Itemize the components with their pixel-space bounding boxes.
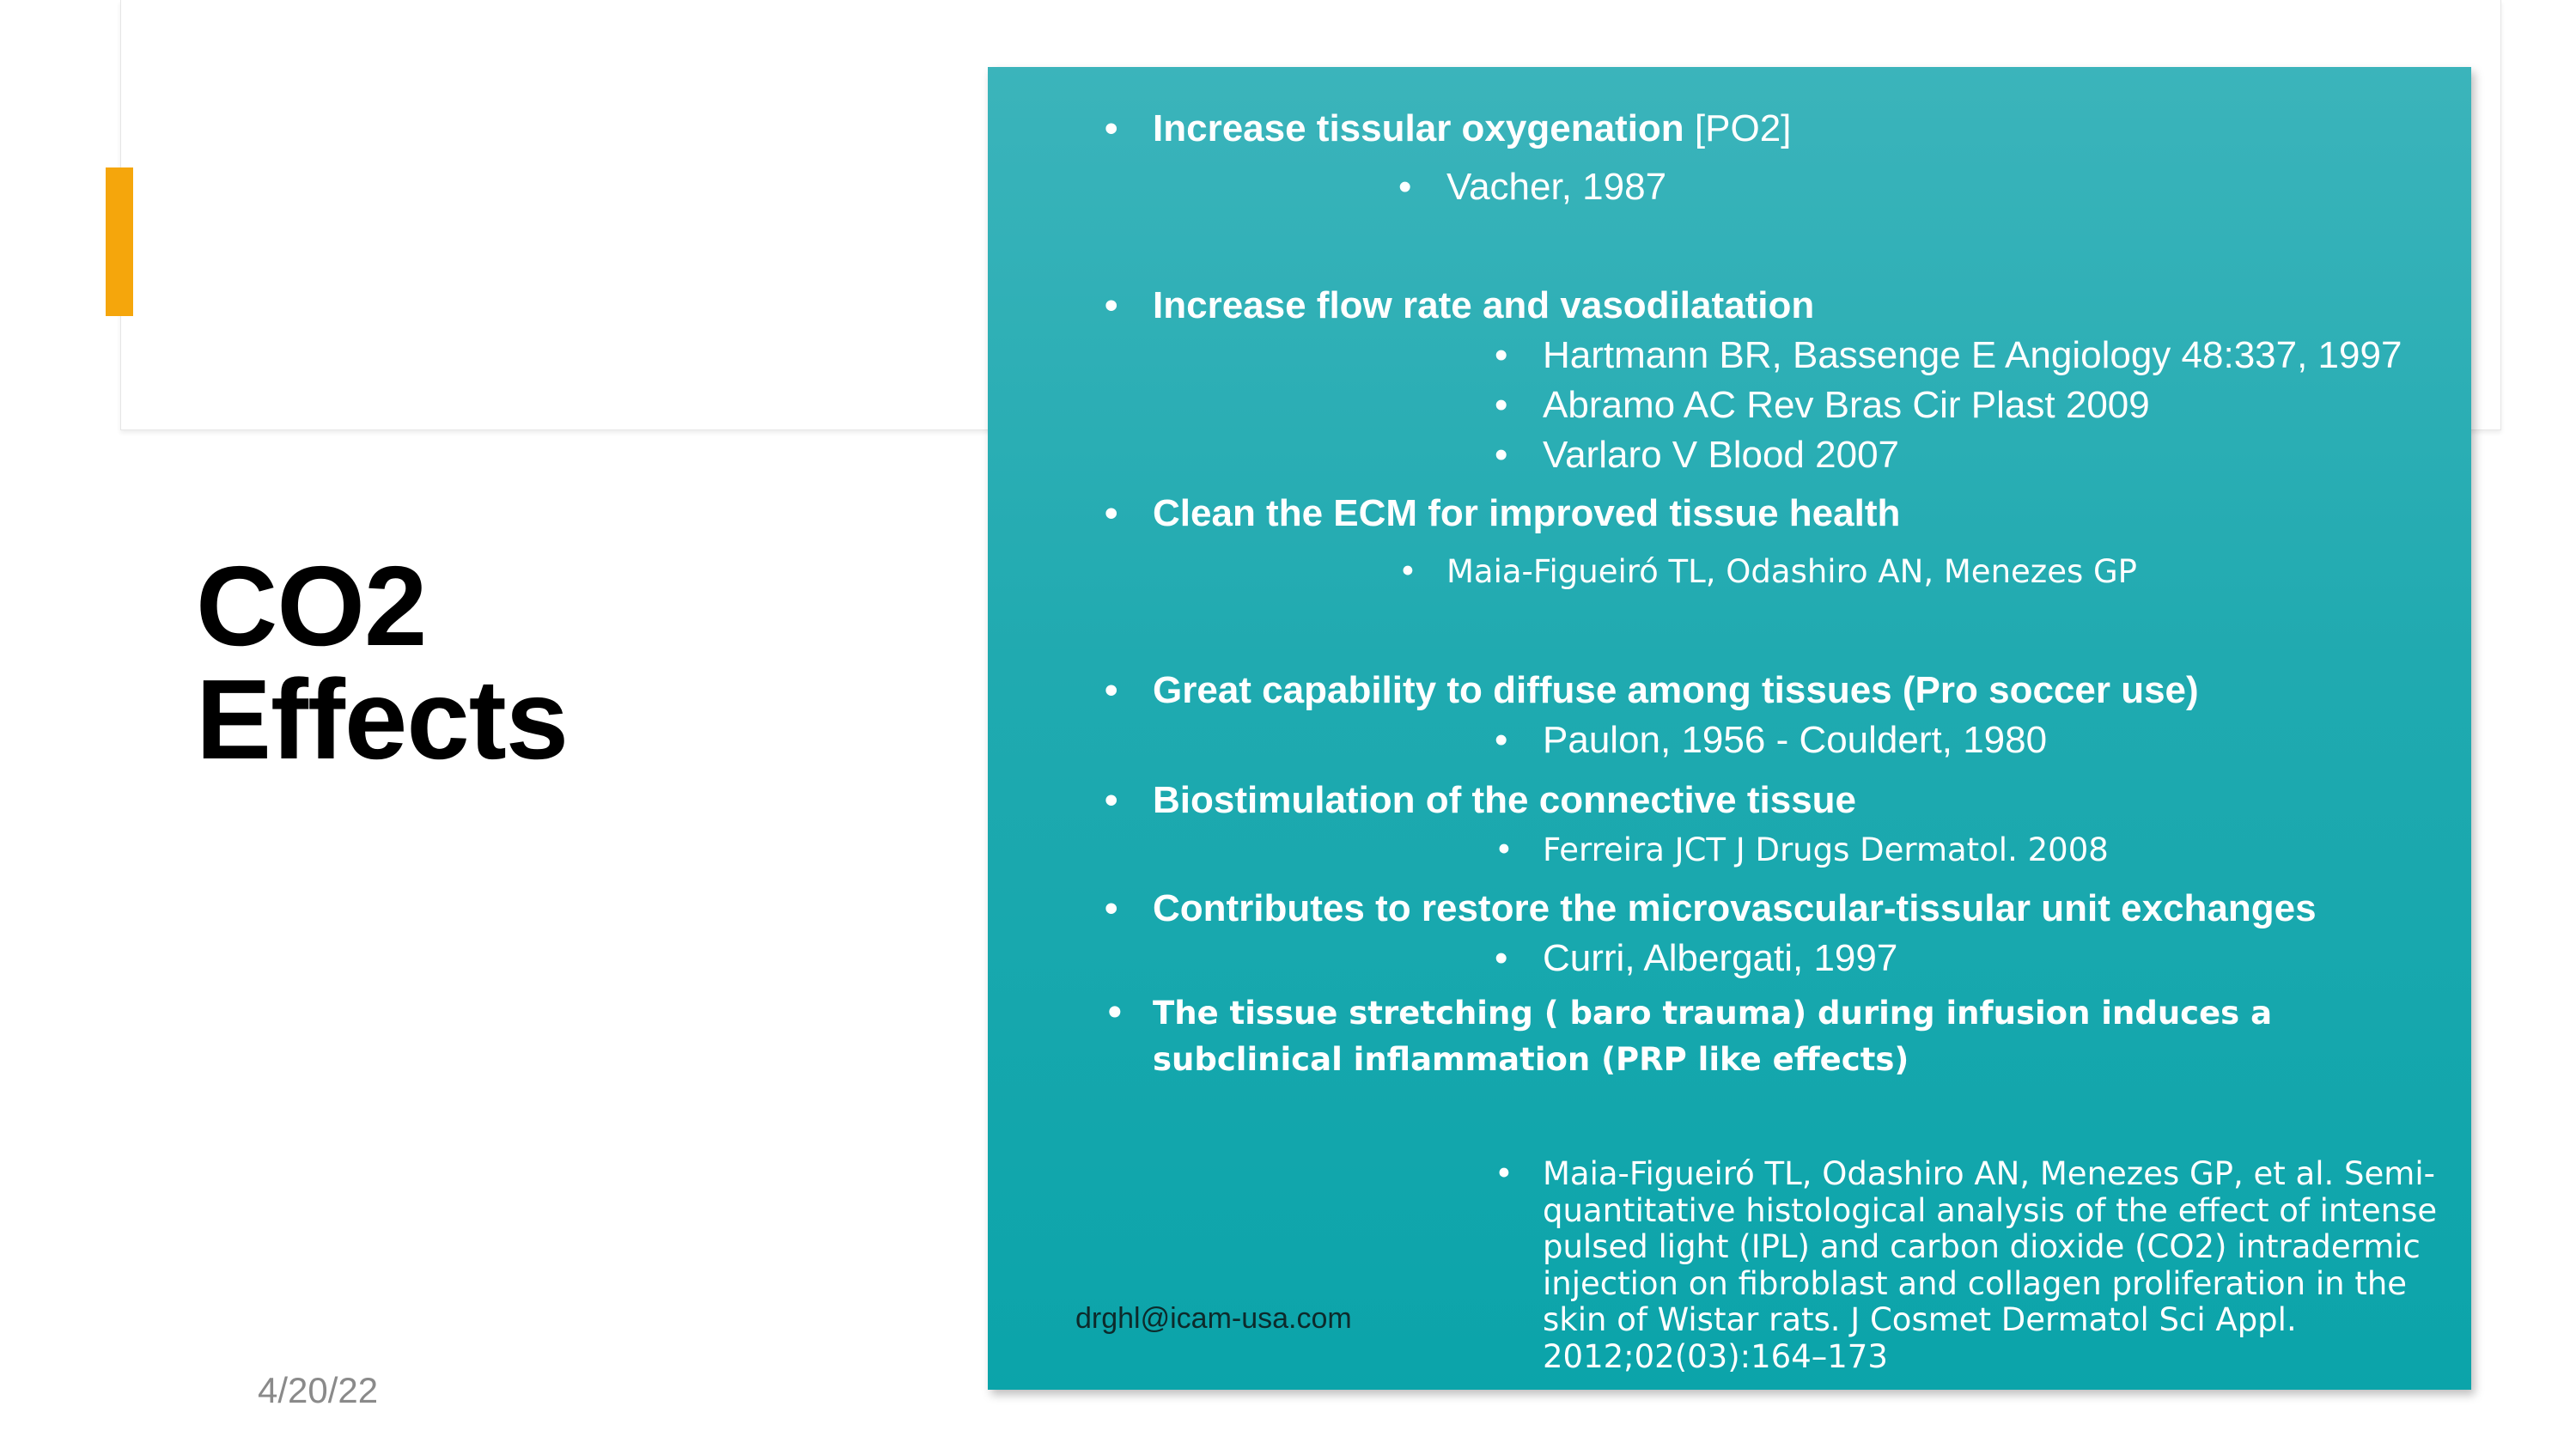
bullet-text: Clean the ECM for improved tissue health	[1153, 492, 1901, 534]
ref-hartmann	[1495, 332, 2402, 380]
bullet-icon: •	[1105, 492, 1118, 534]
bullet-biostimulation	[1105, 776, 1857, 825]
bullet-icon: •	[1495, 384, 1508, 426]
bullet-icon: •	[1398, 553, 1417, 590]
contact-email: drghl@icam-usa.com	[1075, 1302, 1352, 1335]
title-line-1: CO2	[196, 543, 427, 669]
ref-maia-short	[1398, 548, 2137, 596]
bullet-icon: •	[1495, 831, 1513, 868]
bullet-icon: •	[1105, 107, 1118, 149]
ref-text: Maia-Figueiró TL, Odashiro AN, Menezes GP	[1446, 553, 2137, 590]
bullet-text: Contributes to restore the microvascular-tissular unit exchanges	[1153, 887, 2317, 929]
bullet-text-normal: [PO2]	[1684, 107, 1792, 149]
ref-vacher	[1398, 163, 1667, 211]
bullet-icon: •	[1105, 887, 1118, 929]
bullet-text: Biostimulation of the connective tissue	[1153, 779, 1857, 821]
ref-text: Curri, Albergati, 1997	[1543, 937, 1898, 979]
bullet-clean-ecm	[1105, 490, 1901, 538]
bullet-icon: •	[1495, 334, 1508, 376]
bullet-text-bold: Increase tissular oxygenation	[1153, 107, 1684, 149]
ref-text: Abramo AC Rev Bras Cir Plast 2009	[1543, 384, 2150, 426]
ref-text: Paulon, 1956 - Couldert, 1980	[1543, 719, 2048, 761]
bullet-icon: •	[1495, 1155, 1513, 1192]
ref-ferreira	[1495, 826, 2109, 874]
bullet-microvascular	[1105, 885, 2317, 933]
bullet-icon: •	[1495, 434, 1508, 476]
bullet-icon: •	[1105, 284, 1118, 326]
bullet-text: The tissue stretching ( baro trauma) during infusion induces a subclinical inflammation (PRP like effects)	[1153, 995, 2273, 1078]
ref-text: Ferreira JCT J Drugs Dermatol. 2008	[1543, 831, 2109, 868]
slide-date: 4/20/22	[258, 1370, 379, 1410]
ref-text: Vacher, 1987	[1446, 166, 1667, 208]
bullet-icon: •	[1495, 719, 1508, 761]
bullet-icon: •	[1105, 995, 1125, 1032]
bullet-text: Increase flow rate and vasodilatation	[1153, 284, 1815, 326]
ref-text: Varlaro V Blood 2007	[1543, 434, 1900, 476]
bullet-tissue-stretching	[1105, 990, 2372, 1083]
bullet-flow-rate	[1105, 282, 1815, 330]
ref-curri	[1495, 935, 1898, 983]
bullet-tissular-oxygenation	[1105, 105, 1792, 153]
ref-varlaro	[1495, 431, 1900, 479]
ref-maia-long	[1495, 1155, 2453, 1375]
ref-paulon	[1495, 716, 2048, 764]
bullet-icon: •	[1495, 937, 1508, 979]
bullet-icon: •	[1398, 166, 1412, 208]
effects-panel	[988, 67, 2471, 1390]
accent-bar	[106, 167, 133, 316]
title-line-2: Effects	[196, 656, 569, 782]
ref-text: Hartmann BR, Bassenge E Angiology 48:337, 1997	[1543, 334, 2402, 376]
bullet-icon: •	[1105, 669, 1118, 711]
bullet-icon: •	[1105, 779, 1118, 821]
bullet-text: Great capability to diffuse among tissues (Pro soccer use)	[1153, 669, 2199, 711]
slide-title	[196, 543, 883, 782]
bullet-diffuse	[1105, 667, 2199, 715]
ref-text: Maia-Figueiró TL, Odashiro AN, Menezes GP, et al. Semi-quantitative histological analysis of the effect of intense pulsed light (IPL) and carbon dioxide (CO2) intradermic injection on fibroblast and collagen proliferation in the skin of Wistar rats. J Cosmet Dermatol Sci Appl. 2012;02(03):164–173	[1543, 1155, 2438, 1375]
ref-abramo	[1495, 381, 2150, 429]
